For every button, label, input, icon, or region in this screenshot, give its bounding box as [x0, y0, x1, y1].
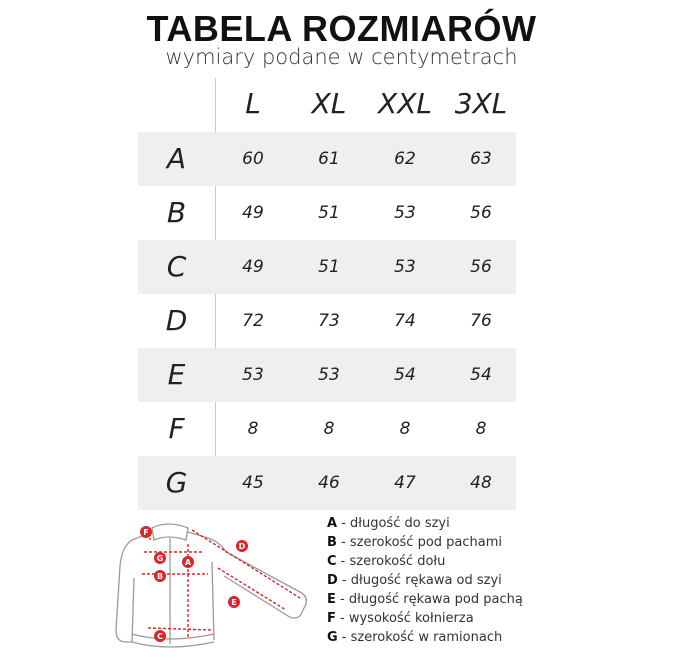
table-cell: 61 — [318, 149, 340, 169]
table-cell: 54 — [394, 365, 416, 385]
table-cell: 8 — [247, 419, 259, 439]
table-row — [138, 132, 516, 186]
table-cell: 53 — [318, 365, 340, 385]
table-cell: 72 — [242, 311, 264, 331]
svg-text:E: E — [231, 598, 237, 607]
svg-text:F: F — [143, 528, 149, 537]
table-cell: 45 — [242, 473, 264, 493]
row-label: F — [168, 412, 185, 445]
table-cell: 56 — [470, 203, 492, 223]
measurement-legend — [327, 514, 523, 647]
table-cell: 8 — [475, 419, 487, 439]
table-cell: 73 — [318, 311, 340, 331]
legend-item: B - szerokość pod pachami — [327, 535, 503, 550]
legend-item: C - szerokość dołu — [327, 554, 446, 569]
row-label: D — [165, 304, 188, 337]
table-cell: 48 — [470, 473, 492, 493]
table-cell: 49 — [242, 203, 264, 223]
table-cell: 53 — [394, 257, 416, 277]
table-cell: 46 — [318, 473, 340, 493]
legend-item: D - długość rękawa od szyi — [327, 573, 502, 588]
row-label: A — [166, 142, 187, 175]
table-cell: 63 — [470, 149, 492, 169]
table-cell: 47 — [394, 473, 416, 493]
size-header-l: L — [245, 87, 261, 120]
size-header-3xl: 3XL — [454, 87, 508, 120]
table-cell: 54 — [470, 365, 492, 385]
table-cell: 60 — [242, 149, 264, 169]
table-row — [138, 348, 516, 402]
row-label: B — [166, 196, 187, 229]
table-cell: 8 — [399, 419, 411, 439]
page-title: TABELA ROZMIARÓW — [146, 8, 537, 49]
svg-text:D: D — [238, 542, 246, 551]
size-header-xl: XL — [311, 87, 347, 120]
table-cell: 74 — [394, 311, 416, 331]
table-cell: 51 — [318, 203, 340, 223]
table-row — [138, 294, 516, 348]
legend-item: G - szerokość w ramionach — [327, 630, 503, 645]
svg-text:G: G — [156, 554, 164, 563]
size-header-xxl: XXL — [378, 87, 432, 120]
table-cell: 56 — [470, 257, 492, 277]
row-label: G — [165, 466, 188, 499]
table-cell: 49 — [242, 257, 264, 277]
table-row — [138, 456, 516, 510]
table-cell: 76 — [470, 311, 492, 331]
table-cell: 8 — [323, 419, 335, 439]
legend-item: E - długość rękawa pod pachą — [327, 592, 523, 607]
svg-text:C: C — [157, 632, 163, 641]
table-row — [138, 186, 516, 240]
row-label: E — [167, 358, 186, 391]
page-subtitle: wymiary podane w centymetrach — [165, 45, 518, 69]
legend-item: F - wysokość kołnierza — [327, 611, 474, 626]
svg-text:A: A — [184, 558, 192, 567]
table-cell: 62 — [394, 149, 416, 169]
table-cell: 53 — [242, 365, 264, 385]
table-row — [138, 402, 516, 456]
row-label: C — [166, 250, 187, 283]
legend-item: A - długość do szyi — [327, 516, 450, 531]
table-cell: 51 — [318, 257, 340, 277]
svg-text:B: B — [156, 572, 164, 581]
table-row — [138, 240, 516, 294]
jacket-diagram — [108, 518, 313, 662]
table-cell: 53 — [394, 203, 416, 223]
